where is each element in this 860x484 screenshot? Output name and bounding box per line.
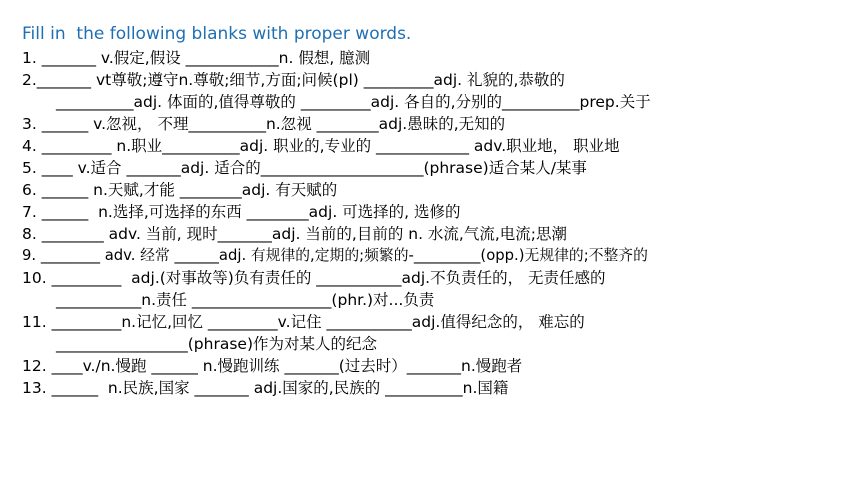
exercise-item-10-continued: ___________n.责任 __________________(phr.)对...负责 <box>56 291 435 309</box>
exercise-item-10: 10. _________ adj.(对事故等)负有责任的 ___________adj.不负责任的， 无责任感的 <box>22 269 606 287</box>
exercise-item-7: 7. ______ n.选择,可选择的东西 ________adj. 可选择的, 选修的 <box>22 203 461 221</box>
exercise-item-2-continued: __________adj. 体面的,值得尊敬的 _________adj. 各自的,分别的__________prep.关于 <box>56 93 651 111</box>
exercise-item-12: 12. ____v./n.慢跑 ______ n.慢跑训练 _______(过去时）_______n.慢跑者 <box>22 357 523 375</box>
exercise-item-5: 5. ____ v.适合 _______adj. 适合的_____________________(phrase)适合某人/某事 <box>22 159 587 177</box>
exercise-item-13: 13. ______ n.民族,国家 _______ adj.国家的,民族的 __________n.国籍 <box>22 379 509 397</box>
exercise-item-1: 1. _______ v.假定,假设 ____________n. 假想, 臆测 <box>22 49 371 67</box>
exercise-item-3: 3. ______ v.忽视， 不理__________n.忽视 ________adj.愚昧的,无知的 <box>22 115 506 133</box>
exercise-item-9: 9. ________ adv. 经常 ______adj. 有规律的,定期的;频繁的-_________(opp.)无规律的;不整齐的 <box>22 247 648 264</box>
exercise-item-11-continued: _________________(phrase)作为对某人的纪念 <box>56 335 377 353</box>
exercise-title: Fill in the following blanks with proper words. <box>22 24 412 44</box>
exercise-list <box>22 47 651 399</box>
exercise-item-2: 2._______ vt尊敬;遵守n.尊敬;细节,方面;问候(pl) _________adj. 礼貌的,恭敬的 <box>22 71 565 89</box>
exercise-item-6: 6. ______ n.天赋,才能 ________adj. 有天赋的 <box>22 181 338 199</box>
exercise-item-11: 11. _________n.记忆,回忆 _________v.记住 ___________adj.值得纪念的， 难忘的 <box>22 313 585 331</box>
exercise-item-8: 8. ________ adv. 当前, 现时_______adj. 当前的,目前的 n. 水流,气流,电流;思潮 <box>22 225 568 243</box>
exercise-item-4: 4. _________ n.职业__________adj. 职业的,专业的 ____________ adv.职业地， 职业地 <box>22 137 620 155</box>
